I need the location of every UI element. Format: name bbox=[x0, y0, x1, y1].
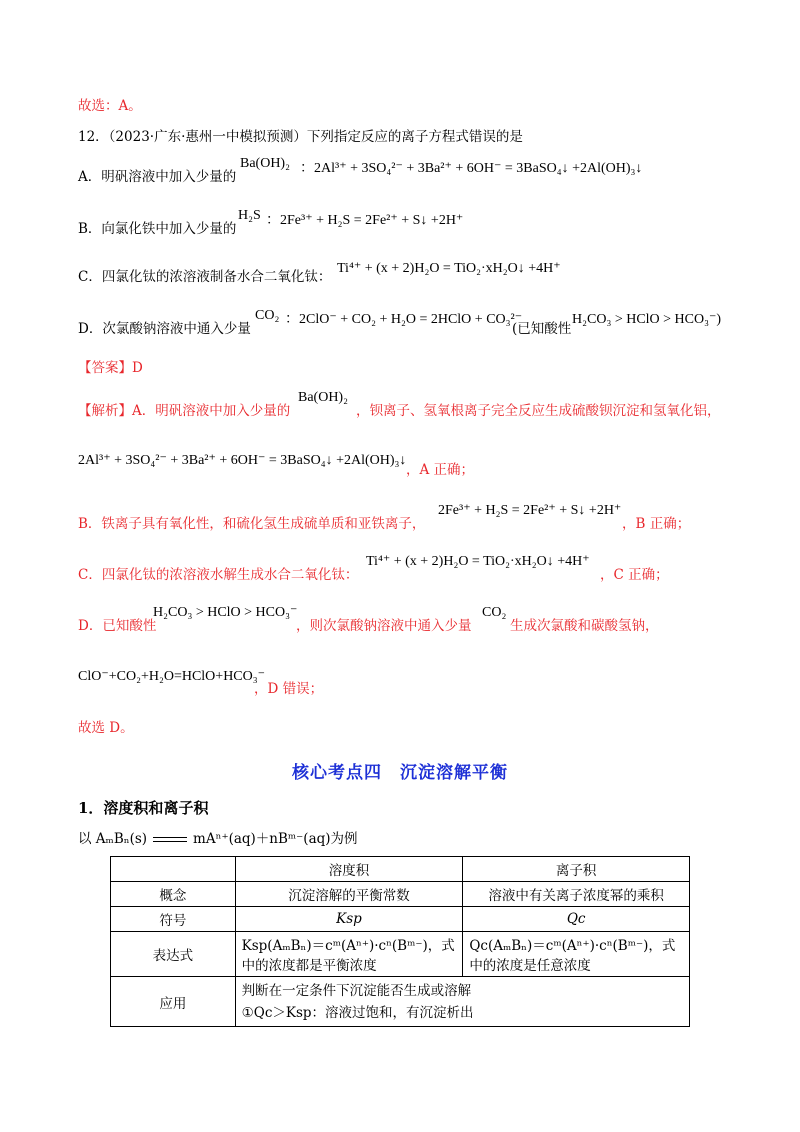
analysis-c-equation: Ti⁴⁺ + (x + 2)H₂O = TiO₂·xH₂O↓ +4H⁺ bbox=[366, 554, 590, 569]
table-cell: 应用 bbox=[111, 977, 236, 1027]
table-cell: 概念 bbox=[111, 882, 236, 907]
table-cell: Ksp(AₘBₙ)＝cᵐ(Aⁿ⁺)·cⁿ(Bᵐ⁻)，式中的浓度都是平衡浓度 bbox=[235, 932, 463, 977]
option-b-equation: ：2Fe³⁺ + H₂S = 2Fe²⁺ + S↓ +2H⁺ bbox=[266, 213, 464, 228]
option-b-label: B．向氯化铁中加入少量的 bbox=[78, 221, 237, 237]
option-d-equation: ：2ClO⁻ + CO₂ + H₂O = 2HClO + CO₃²⁻ bbox=[285, 312, 523, 327]
analysis-d-verdict: ，D 错误； bbox=[254, 681, 324, 697]
option-a-equation: ：2Al³⁺ + 3SO₄²⁻ + 3Ba²⁺ + 6OH⁻ = 3BaSO₄↓ +2Al(OH)₃↓ bbox=[300, 161, 643, 176]
application-line-1: 判断在一定条件下沉淀能否生成或溶解 bbox=[241, 982, 472, 999]
analysis-a-equation: 2Al³⁺ + 3SO₄²⁻ + 3Ba²⁺ + 6OH⁻ = 3BaSO₄↓ +2Al(OH)₃↓ bbox=[78, 453, 407, 468]
analysis-d-text-3: 生成次氯酸和碳酸氢钠， bbox=[510, 618, 659, 634]
analysis-b-text: B．铁离子具有氧化性，和硫化氢生成硫单质和亚铁离子， bbox=[78, 516, 426, 532]
ksp-qc-table bbox=[110, 856, 690, 1027]
analysis-b-equation: 2Fe³⁺ + H₂S = 2Fe²⁺ + S↓ +2H⁺ bbox=[438, 503, 622, 518]
previous-answer-line: 故选：A。 bbox=[78, 98, 142, 114]
example-reactant: 以 AₘBₙ(s) bbox=[78, 831, 148, 847]
application-line-2: ①Qc＞Ksp：溶液过饱和，有沉淀析出 bbox=[241, 1004, 474, 1021]
table-row bbox=[111, 907, 690, 932]
analysis-a-verdict: ，A 正确； bbox=[406, 462, 475, 478]
option-b-reagent: H₂S bbox=[238, 208, 261, 223]
question-12-stem: 12．（2023·广东·惠州一中模拟预测）下列指定反应的离子方程式错误的是 bbox=[78, 129, 523, 145]
table-row bbox=[111, 857, 690, 882]
option-a-reagent: Ba(OH)₂ bbox=[240, 156, 290, 171]
option-d-label: D．次氯酸钠溶液中通入少量 bbox=[78, 321, 251, 337]
table-cell: Qc(AₘBₙ)＝cᵐ(Aⁿ⁺)·cⁿ(Bᵐ⁻)，式中的浓度是任意浓度 bbox=[463, 932, 690, 977]
option-c-equation: Ti⁴⁺ + (x + 2)H₂O = TiO₂·xH₂O↓ +4H⁺ bbox=[337, 261, 561, 276]
example-products: mAⁿ⁺(aq)＋nBᵐ⁻(aq)为例 bbox=[193, 831, 358, 847]
equilibrium-arrow-icon bbox=[153, 835, 187, 845]
section-title: 核心考点四 沉淀溶解平衡 bbox=[292, 763, 508, 783]
option-d-reagent: CO₂ bbox=[255, 308, 280, 323]
table-cell: 符号 bbox=[111, 907, 236, 932]
analysis-d-text: D．已知酸性 bbox=[78, 618, 157, 634]
option-d-acid-note: (已知酸性 bbox=[512, 321, 572, 337]
table-row bbox=[111, 882, 690, 907]
analysis-a-text-2: ，钡离子、氢氧根离子完全反应生成硫酸钡沉淀和氢氧化铝， bbox=[356, 403, 721, 419]
table-header-cell bbox=[111, 857, 236, 882]
analysis-d-reagent: CO₂ bbox=[482, 605, 507, 620]
analysis-d-equation: ClO⁻+CO₂+H₂O=HClO+HCO₃⁻ bbox=[78, 669, 266, 684]
table-cell: Ksp bbox=[235, 907, 463, 932]
option-c-label: C．四氯化钛的浓溶液制备水合二氧化钛： bbox=[78, 269, 332, 285]
answer-line: 【答案】D bbox=[78, 360, 143, 376]
option-d-acid-equation: H₂CO₃ > HClO > HCO₃⁻) bbox=[572, 312, 722, 327]
analysis-a-reagent: Ba(OH)₂ bbox=[298, 390, 348, 405]
analysis-a-text: 【解析】A．明矾溶液中加入少量的 bbox=[78, 403, 291, 419]
table-row bbox=[111, 977, 690, 1027]
analysis-d-text-2: ，则次氯酸钠溶液中通入少量 bbox=[296, 618, 472, 634]
table-header-cell: 离子积 bbox=[463, 857, 690, 882]
table-header-cell: 溶度积 bbox=[235, 857, 463, 882]
analysis-b-verdict: ，B 正确； bbox=[622, 516, 691, 532]
option-a-label: A．明矾溶液中加入少量的 bbox=[78, 169, 237, 185]
table-row bbox=[111, 932, 690, 977]
table-cell-application bbox=[235, 977, 689, 1027]
final-choice-line: 故选 D。 bbox=[78, 720, 134, 736]
table-cell: Qc bbox=[463, 907, 690, 932]
analysis-c-verdict: ，C 正确； bbox=[600, 567, 669, 583]
sub-heading: 1．溶度积和离子积 bbox=[78, 799, 209, 817]
table-cell: 溶液中有关离子浓度幂的乘积 bbox=[463, 882, 690, 907]
table-cell: 沉淀溶解的平衡常数 bbox=[235, 882, 463, 907]
analysis-d-acid-equation: H₂CO₃ > HClO > HCO₃⁻ bbox=[153, 605, 298, 620]
analysis-c-text: C．四氯化钛的浓溶液水解生成水合二氧化钛： bbox=[78, 567, 359, 583]
table-cell: 表达式 bbox=[111, 932, 236, 977]
example-line bbox=[78, 830, 358, 848]
